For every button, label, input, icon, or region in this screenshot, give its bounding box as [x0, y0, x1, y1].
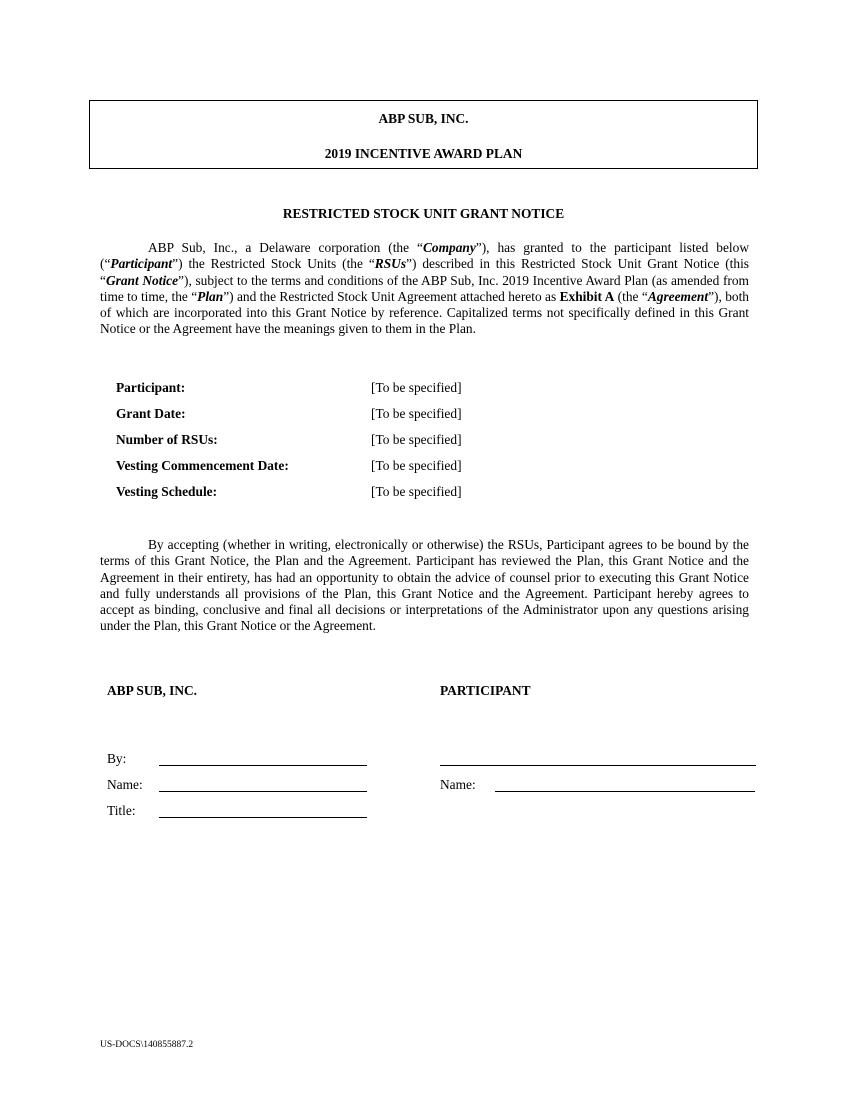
- plan-header-box: [89, 100, 758, 169]
- defined-term-agreement: Agreement: [647, 288, 709, 304]
- intro-text: (the “: [614, 288, 648, 304]
- by-label: By:: [107, 751, 127, 766]
- defined-term-rsus: RSUs: [374, 256, 407, 272]
- field-value: [To be specified]: [371, 432, 462, 447]
- notice-title: RESTRICTED STOCK UNIT GRANT NOTICE: [282, 206, 565, 221]
- participant-signature-heading: PARTICIPANT: [440, 683, 531, 698]
- field-value: [To be specified]: [371, 458, 462, 473]
- company-title-line[interactable]: [159, 817, 367, 818]
- participant-name-label: Name:: [440, 777, 476, 792]
- acceptance-paragraph: [100, 537, 749, 635]
- defined-term-participant: Participant: [110, 256, 173, 272]
- company-title-label: Title:: [107, 803, 136, 818]
- header-plan-name: 2019 INCENTIVE AWARD PLAN: [324, 146, 523, 161]
- intro-text: ”), has granted to the participant listed below (“: [100, 240, 749, 272]
- field-value: [To be specified]: [371, 406, 462, 421]
- intro-text: ”), subject to the terms and conditions of the ABP Sub, Inc. 2019 Incentive Award Plan (as amended from time to time, the “: [100, 272, 749, 304]
- intro-text: ”), both of which are incorporated into this Grant Notice by reference. Capitalized terms not specifically defined in this Grant Notice or the Agreement have the meanings given to them in the Plan.: [100, 288, 750, 337]
- intro-paragraph: [100, 240, 749, 338]
- company-by-signature-line[interactable]: [159, 765, 367, 766]
- intro-text: ABP Sub, Inc., a Delaware corporation (the “: [148, 240, 423, 255]
- header-company-name: ABP SUB, INC.: [378, 111, 469, 126]
- field-label: Vesting Commencement Date:: [116, 458, 289, 473]
- defined-term-grant-notice: Grant Notice: [105, 272, 179, 288]
- field-value: [To be specified]: [371, 484, 462, 499]
- company-name-label: Name:: [107, 777, 143, 792]
- company-signature-heading: ABP SUB, INC.: [107, 683, 198, 698]
- defined-term-plan: Plan: [197, 288, 224, 304]
- field-label: Participant:: [116, 380, 186, 395]
- intro-text: ”) the Restricted Stock Units (the “: [172, 256, 375, 272]
- field-value: [To be specified]: [371, 380, 462, 395]
- field-label: Vesting Schedule:: [116, 484, 218, 499]
- field-label: Grant Date:: [116, 406, 186, 421]
- company-name-line[interactable]: [159, 791, 367, 792]
- exhibit-reference: Exhibit A: [559, 288, 615, 304]
- participant-name-line[interactable]: [495, 791, 755, 792]
- document-id: US-DOCS\140855887.2: [100, 1040, 194, 1050]
- field-label: Number of RSUs:: [116, 432, 218, 447]
- intro-text: ”) and the Restricted Stock Unit Agreement attached hereto as: [223, 288, 560, 304]
- participant-signature-line[interactable]: [440, 765, 756, 766]
- acceptance-text: By accepting (whether in writing, electronically or otherwise) the RSUs, Participant agrees to be bound by the terms of this Grant Notice, the Plan and the Agreement. Participant has reviewed the Plan, this Grant Notice and the Agreement in their entirety, has had an opportunity to obtain the advice of counsel prior to executing this Grant Notice and fully understands all provisions of the Plan, this Grant Notice and the Agreement. Participant hereby agrees to accept as binding, conclusive and final all decisions or interpretations of the Administrator upon any questions arising under the Plan, this Grant Notice or the Agreement.: [100, 537, 749, 634]
- defined-term-company: Company: [422, 240, 476, 255]
- intro-text: ”) described in this Restricted Stock Unit Grant Notice (this “: [100, 256, 749, 288]
